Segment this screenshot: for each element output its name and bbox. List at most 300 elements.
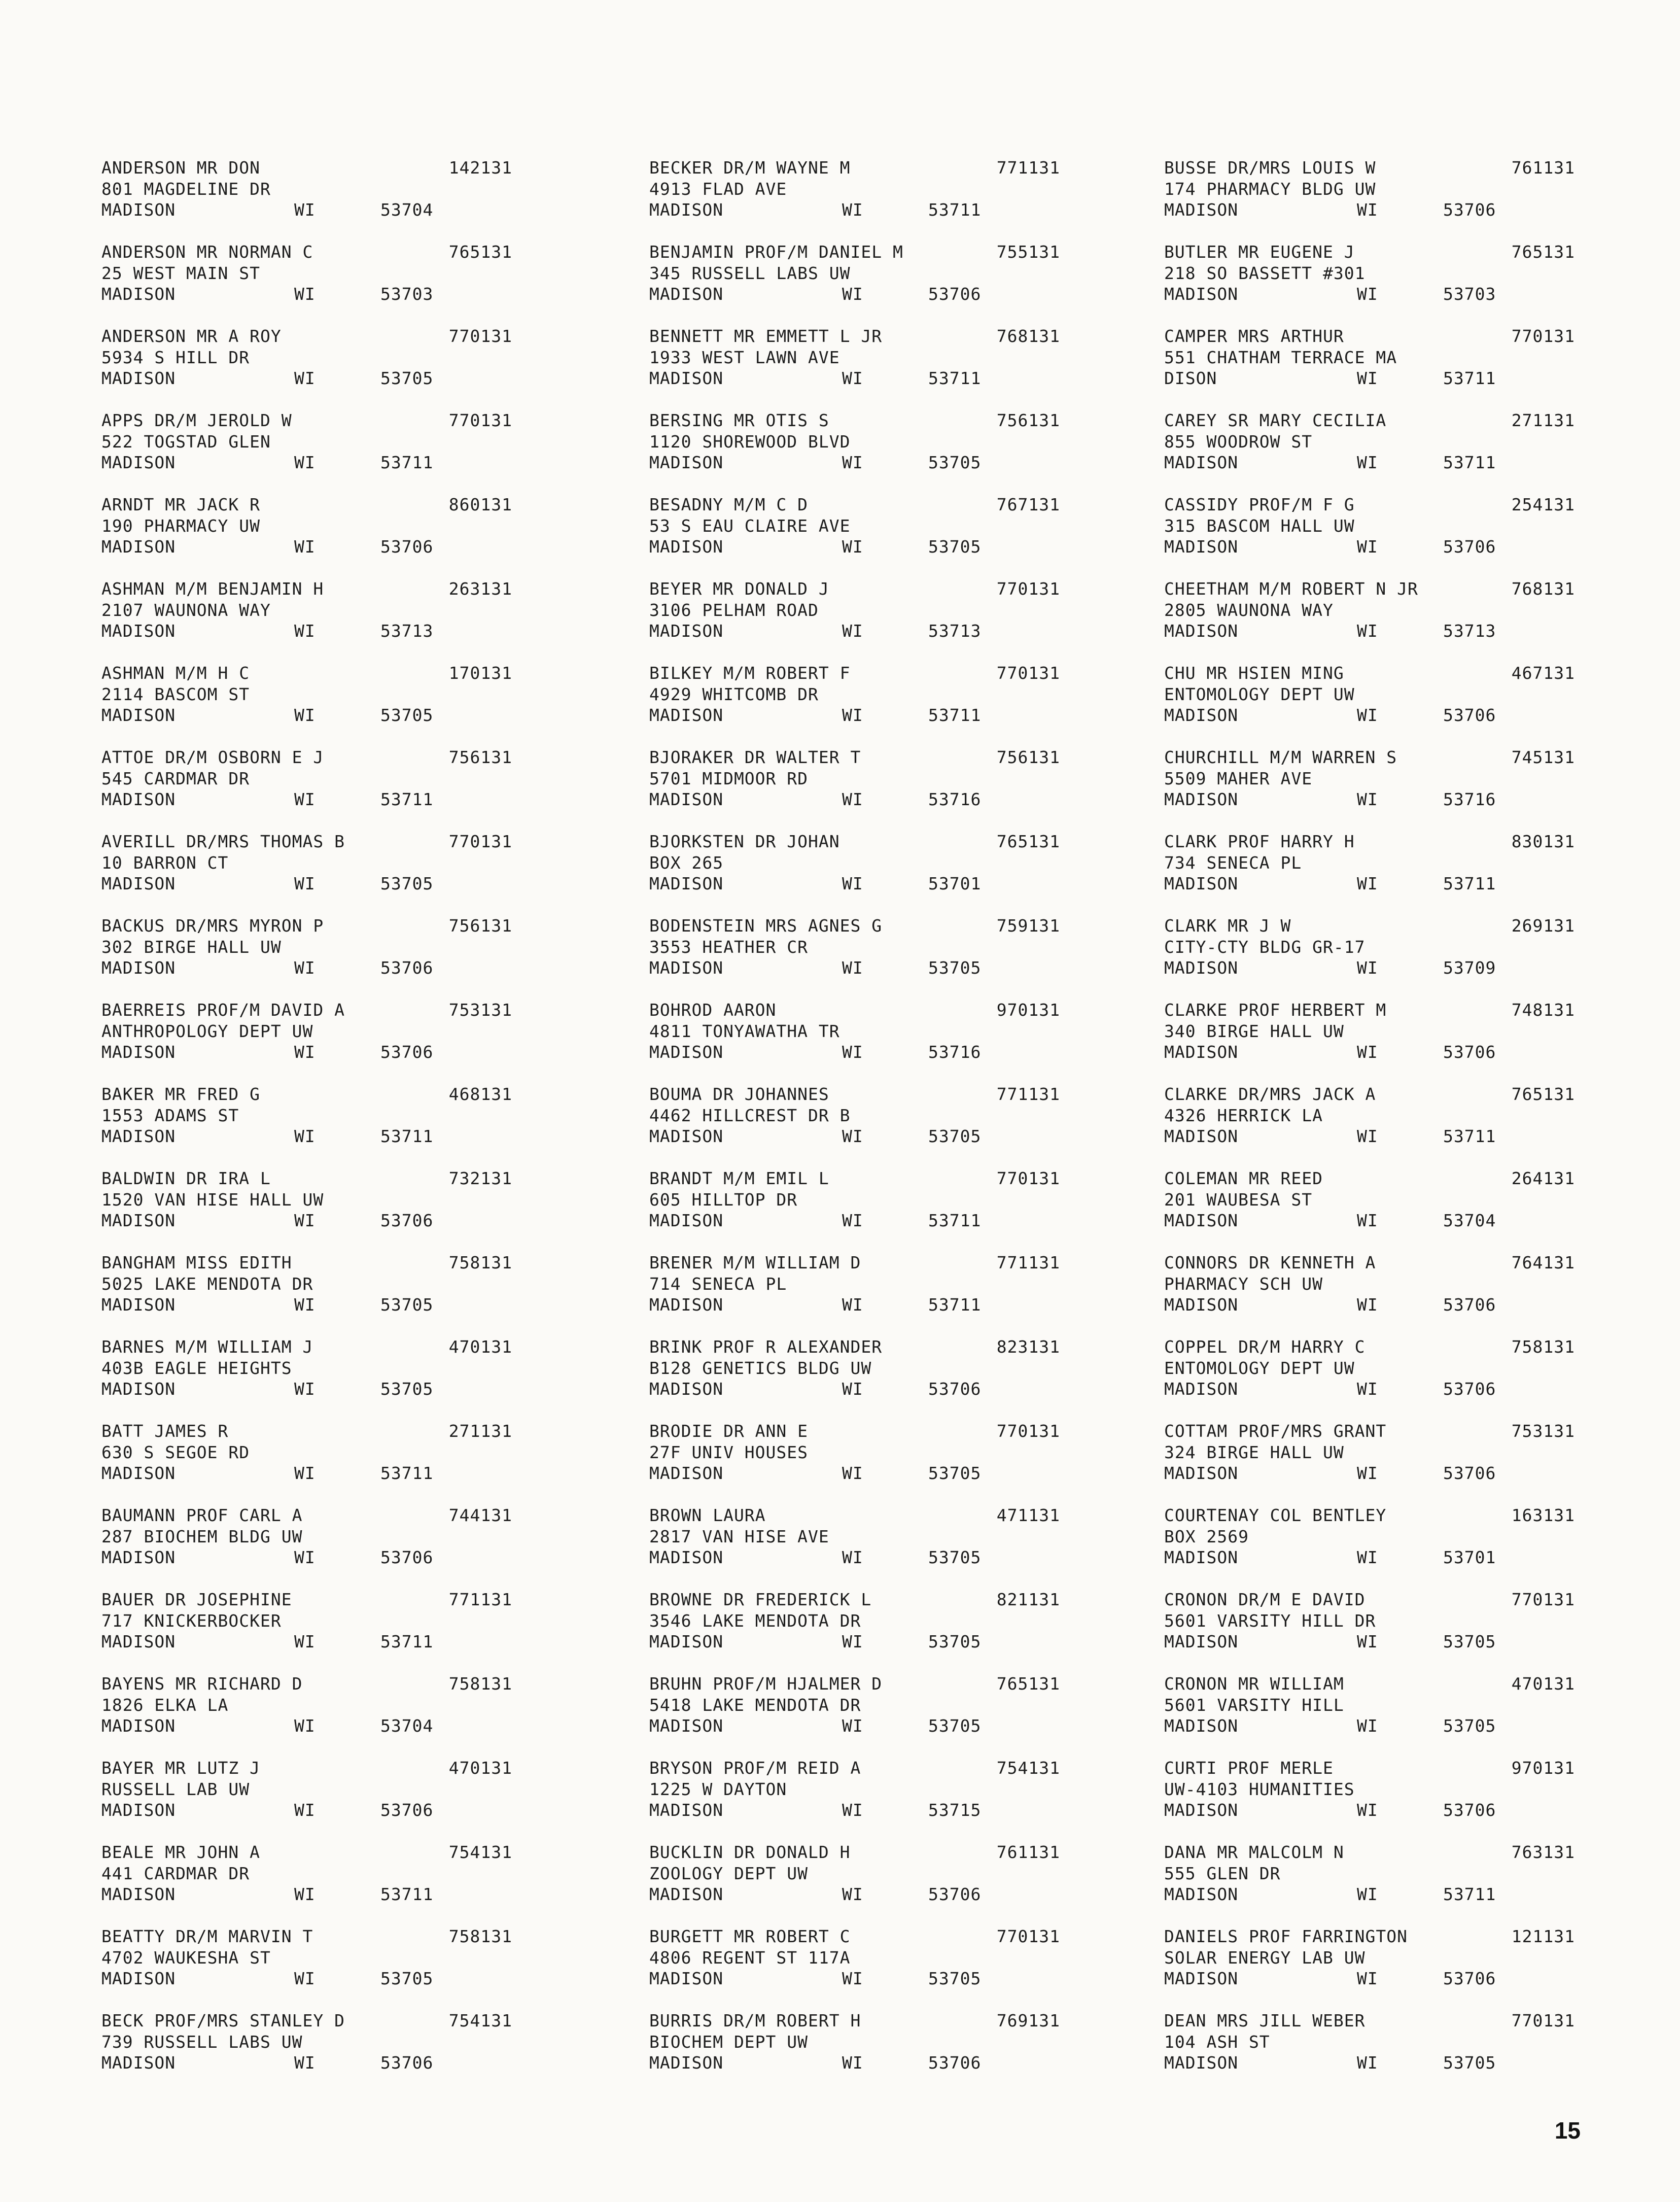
entry-code: 764131	[1511, 1253, 1575, 1272]
entry-zip: 53705	[928, 537, 982, 557]
entry-city: MADISON	[649, 1800, 724, 1820]
entry-street: 25 WEST MAIN ST	[101, 263, 261, 283]
entry-state: WI	[294, 1295, 316, 1315]
entry-name: BUCKLIN DR DONALD H	[649, 1842, 851, 1862]
entry-street: 315 BASCOM HALL UW	[1164, 515, 1355, 536]
entry-city: MADISON	[101, 453, 176, 472]
entry-state: WI	[294, 1800, 316, 1820]
entry-zip: 53705	[928, 1632, 982, 1652]
entry-street: 302 BIRGE HALL UW	[101, 937, 282, 957]
entry-zip: 53711	[380, 1126, 434, 1146]
entry-name: ANDERSON MR DON	[101, 158, 261, 178]
entry-zip: 53711	[1443, 1126, 1496, 1146]
entry-code: 758131	[448, 1926, 512, 1946]
entry-state: WI	[842, 1295, 863, 1315]
entry-code: 770131	[1511, 2011, 1575, 2031]
entry-city: MADISON	[101, 1126, 176, 1146]
entry-zip: 53706	[1443, 1295, 1496, 1315]
directory-entry	[101, 1505, 517, 1589]
directory-entry	[1164, 242, 1580, 326]
entry-name: CURTI PROF MERLE	[1164, 1758, 1334, 1778]
entry-name: BJORKSTEN DR JOHAN	[649, 832, 840, 851]
directory-entry	[1164, 1589, 1580, 1673]
entry-street: 5509 MAHER AVE	[1164, 768, 1313, 788]
entry-city: MADISON	[1164, 1126, 1239, 1146]
entry-state: WI	[842, 1632, 863, 1652]
entry-city: MADISON	[649, 453, 724, 472]
entry-zip: 53711	[928, 200, 982, 220]
entry-street: 5601 VARSITY HILL DR	[1164, 1610, 1376, 1631]
entry-street: 1933 WEST LAWN AVE	[649, 347, 840, 367]
directory-entry	[101, 1336, 517, 1421]
entry-street: ENTOMOLOGY DEPT UW	[1164, 1358, 1355, 1378]
entry-state: WI	[842, 453, 863, 472]
directory-entry	[649, 1000, 1065, 1084]
entry-name: CAREY SR MARY CECILIA	[1164, 410, 1387, 430]
entry-zip: 53711	[380, 1632, 434, 1652]
entry-street: 4702 WAUKESHA ST	[101, 1947, 271, 1968]
entry-code: 770131	[448, 410, 512, 430]
entry-name: BROWN LAURA	[649, 1505, 766, 1525]
entry-name: BESADNY M/M C D	[649, 495, 809, 514]
entry-city: MADISON	[649, 874, 724, 893]
entry-city: MADISON	[101, 789, 176, 809]
entry-state: WI	[294, 200, 316, 220]
entry-state: WI	[842, 2053, 863, 2073]
entry-name: BOUMA DR JOHANNES	[649, 1084, 829, 1104]
entry-city: MADISON	[649, 1547, 724, 1567]
directory-entry	[101, 1252, 517, 1336]
entry-name: BEALE MR JOHN A	[101, 1842, 261, 1862]
column-1	[101, 157, 517, 2094]
entry-street: BOX 265	[649, 852, 724, 873]
entry-name: BANGHAM MISS EDITH	[101, 1253, 292, 1272]
entry-state: WI	[842, 1884, 863, 1904]
entry-code: 860131	[448, 495, 512, 514]
entry-name: ANDERSON MR A ROY	[101, 326, 282, 346]
entry-code: 468131	[448, 1084, 512, 1104]
entry-name: ANDERSON MR NORMAN C	[101, 242, 313, 262]
entry-state: WI	[1357, 284, 1378, 304]
entry-state: WI	[1357, 1379, 1378, 1399]
entry-city: MADISON	[1164, 1211, 1239, 1230]
entry-code: 264131	[1511, 1168, 1575, 1188]
entry-city: MADISON	[1164, 200, 1239, 220]
entry-city: MADISON	[649, 2053, 724, 2073]
entry-code: 753131	[1511, 1421, 1575, 1441]
entry-code: 732131	[448, 1168, 512, 1188]
directory-entry	[649, 1505, 1065, 1589]
entry-zip: 53705	[380, 1379, 434, 1399]
entry-name: DANIELS PROF FARRINGTON	[1164, 1926, 1408, 1946]
directory-entry	[649, 1589, 1065, 1673]
entry-street: 4462 HILLCREST DR B	[649, 1105, 851, 1125]
entry-zip: 53706	[1443, 537, 1496, 557]
entry-name: BILKEY M/M ROBERT F	[649, 663, 851, 683]
entry-street: 53 S EAU CLAIRE AVE	[649, 515, 851, 536]
entry-name: CHEETHAM M/M ROBERT N JR	[1164, 579, 1418, 599]
entry-street: 104 ASH ST	[1164, 2032, 1270, 2052]
entry-name: COLEMAN MR REED	[1164, 1168, 1323, 1188]
entry-state: WI	[294, 2053, 316, 2073]
entry-city: MADISON	[101, 705, 176, 725]
entry-zip: 53706	[1443, 200, 1496, 220]
entry-code: 769131	[996, 2011, 1060, 2031]
entry-city: DISON	[1164, 368, 1217, 388]
entry-street: 3106 PELHAM ROAD	[649, 600, 819, 620]
entry-state: WI	[294, 705, 316, 725]
entry-zip: 53711	[928, 368, 982, 388]
directory-entry	[649, 1336, 1065, 1421]
entry-state: WI	[294, 368, 316, 388]
entry-code: 759131	[996, 916, 1060, 936]
entry-state: WI	[294, 284, 316, 304]
entry-state: WI	[842, 1547, 863, 1567]
entry-state: WI	[1357, 2053, 1378, 2073]
entry-zip: 53711	[1443, 368, 1496, 388]
entry-code: 467131	[1511, 663, 1575, 683]
directory-entry	[649, 326, 1065, 410]
entry-zip: 53716	[928, 1042, 982, 1062]
entry-state: WI	[1357, 1632, 1378, 1652]
entry-state: WI	[294, 789, 316, 809]
entry-state: WI	[294, 1716, 316, 1736]
entry-street: ANTHROPOLOGY DEPT UW	[101, 1021, 313, 1041]
directory-entry	[649, 1421, 1065, 1505]
entry-state: WI	[1357, 1547, 1378, 1567]
entry-code: 758131	[448, 1674, 512, 1694]
entry-city: MADISON	[649, 621, 724, 641]
directory-entry	[1164, 1842, 1580, 1926]
entry-name: DEAN MRS JILL WEBER	[1164, 2011, 1366, 2031]
entry-name: APPS DR/M JEROLD W	[101, 410, 292, 430]
entry-city: MADISON	[649, 1295, 724, 1315]
entry-state: WI	[1357, 1463, 1378, 1483]
entry-state: WI	[842, 537, 863, 557]
entry-name: BAYENS MR RICHARD D	[101, 1674, 303, 1694]
directory-entry	[101, 1842, 517, 1926]
entry-name: BACKUS DR/MRS MYRON P	[101, 916, 324, 936]
entry-state: WI	[842, 200, 863, 220]
entry-name: BAKER MR FRED G	[101, 1084, 261, 1104]
directory-entry	[101, 1421, 517, 1505]
entry-code: 771131	[996, 1253, 1060, 1272]
entry-code: 970131	[1511, 1758, 1575, 1778]
entry-name: BENNETT MR EMMETT L JR	[649, 326, 883, 346]
entry-city: MADISON	[101, 1969, 176, 1988]
entry-street: 403B EAGLE HEIGHTS	[101, 1358, 292, 1378]
directory-entry	[1164, 1000, 1580, 1084]
entry-zip: 53711	[928, 1211, 982, 1230]
entry-code: 767131	[996, 495, 1060, 514]
entry-street: 734 SENECA PL	[1164, 852, 1302, 873]
entry-state: WI	[294, 1463, 316, 1483]
entry-code: 754131	[448, 1842, 512, 1862]
entry-city: MADISON	[101, 368, 176, 388]
entry-city: MADISON	[101, 1800, 176, 1820]
directory-entry	[1164, 915, 1580, 1000]
entry-street: 4811 TONYAWATHA TR	[649, 1021, 840, 1041]
entry-code: 763131	[1511, 1842, 1575, 1862]
entry-street: B128 GENETICS BLDG UW	[649, 1358, 872, 1378]
entry-city: MADISON	[1164, 1547, 1239, 1567]
entry-city: MADISON	[1164, 621, 1239, 641]
column-3	[1164, 157, 1580, 2094]
entry-city: MADISON	[101, 1211, 176, 1230]
directory-entry	[1164, 1926, 1580, 2010]
entry-code: 770131	[996, 1926, 1060, 1946]
entry-city: MADISON	[101, 1379, 176, 1399]
entry-zip: 53713	[380, 621, 434, 641]
entry-city: MADISON	[1164, 1884, 1239, 1904]
entry-street: SOLAR ENERGY LAB UW	[1164, 1947, 1366, 1968]
directory-entry	[101, 831, 517, 915]
entry-street: 4806 REGENT ST 117A	[649, 1947, 851, 1968]
entry-name: BRANDT M/M EMIL L	[649, 1168, 829, 1188]
entry-state: WI	[842, 1463, 863, 1483]
entry-zip: 53706	[380, 2053, 434, 2073]
entry-state: WI	[842, 958, 863, 978]
entry-zip: 53711	[1443, 874, 1496, 893]
entry-state: WI	[1357, 705, 1378, 725]
entry-city: MADISON	[101, 284, 176, 304]
entry-street: 10 BARRON CT	[101, 852, 229, 873]
entry-zip: 53706	[1443, 1969, 1496, 1988]
directory-entry	[1164, 2010, 1580, 2094]
entry-street: 27F UNIV HOUSES	[649, 1442, 809, 1462]
entry-name: BECKER DR/M WAYNE M	[649, 158, 851, 178]
entry-street: 190 PHARMACY UW	[101, 515, 261, 536]
entry-code: 756131	[996, 747, 1060, 767]
entry-code: 771131	[996, 158, 1060, 178]
entry-name: BURGETT MR ROBERT C	[649, 1926, 851, 1946]
entry-zip: 53701	[928, 874, 982, 893]
entry-state: WI	[294, 1969, 316, 1988]
entry-city: MADISON	[101, 958, 176, 978]
entry-state: WI	[842, 1211, 863, 1230]
entry-city: MADISON	[1164, 1379, 1239, 1399]
entry-state: WI	[1357, 453, 1378, 472]
entry-street: 2817 VAN HISE AVE	[649, 1526, 829, 1546]
entry-name: AVERILL DR/MRS THOMAS B	[101, 832, 345, 851]
entry-street: 605 HILLTOP DR	[649, 1189, 798, 1210]
entry-name: CONNORS DR KENNETH A	[1164, 1253, 1376, 1272]
entry-city: MADISON	[649, 537, 724, 557]
entry-city: MADISON	[1164, 1969, 1239, 1988]
entry-zip: 53706	[1443, 1800, 1496, 1820]
entry-name: BRINK PROF R ALEXANDER	[649, 1337, 883, 1357]
entry-name: CHURCHILL M/M WARREN S	[1164, 747, 1397, 767]
entry-street: 345 RUSSELL LABS UW	[649, 263, 851, 283]
entry-zip: 53705	[380, 1295, 434, 1315]
directory-entry	[649, 1252, 1065, 1336]
entry-zip: 53716	[928, 789, 982, 809]
entry-state: WI	[842, 1379, 863, 1399]
entry-name: BALDWIN DR IRA L	[101, 1168, 271, 1188]
entry-zip: 53713	[1443, 621, 1496, 641]
entry-street: BOX 2569	[1164, 1526, 1249, 1546]
entry-city: MADISON	[1164, 1800, 1239, 1820]
entry-state: WI	[842, 1126, 863, 1146]
entry-city: MADISON	[649, 1463, 724, 1483]
entry-code: 770131	[448, 832, 512, 851]
entry-zip: 53711	[928, 1295, 982, 1315]
entry-street: 5701 MIDMOOR RD	[649, 768, 809, 788]
entry-city: MADISON	[101, 621, 176, 641]
entry-street: 1120 SHOREWOOD BLVD	[649, 431, 851, 452]
entry-city: MADISON	[649, 1379, 724, 1399]
entry-code: 770131	[996, 663, 1060, 683]
directory-entry	[1164, 1336, 1580, 1421]
entry-code: 770131	[448, 326, 512, 346]
entry-code: 770131	[1511, 1590, 1575, 1609]
entry-zip: 53703	[1443, 284, 1496, 304]
entry-state: WI	[842, 1969, 863, 1988]
entry-state: WI	[842, 621, 863, 641]
entry-state: WI	[842, 368, 863, 388]
entry-code: 761131	[1511, 158, 1575, 178]
entry-code: 754131	[996, 1758, 1060, 1778]
entry-code: 765131	[1511, 1084, 1575, 1104]
entry-city: MADISON	[101, 1632, 176, 1652]
entry-name: ASHMAN M/M BENJAMIN H	[101, 579, 324, 599]
entry-street: 324 BIRGE HALL UW	[1164, 1442, 1344, 1462]
entry-name: BRUHN PROF/M HJALMER D	[649, 1674, 883, 1694]
directory-entry	[1164, 1421, 1580, 1505]
entry-code: 765131	[1511, 242, 1575, 262]
entry-city: MADISON	[649, 958, 724, 978]
entry-street: 3553 HEATHER CR	[649, 937, 809, 957]
entry-state: WI	[294, 537, 316, 557]
entry-name: CHU MR HSIEN MING	[1164, 663, 1344, 683]
directory-entry	[101, 1758, 517, 1842]
entry-city: MADISON	[1164, 1632, 1239, 1652]
entry-street: 1553 ADAMS ST	[101, 1105, 239, 1125]
directory-entry	[101, 578, 517, 663]
entry-state: WI	[1357, 1800, 1378, 1820]
entry-city: MADISON	[649, 705, 724, 725]
directory-entry	[1164, 1505, 1580, 1589]
entry-state: WI	[1357, 537, 1378, 557]
entry-code: 271131	[1511, 410, 1575, 430]
entry-name: BAYER MR LUTZ J	[101, 1758, 261, 1778]
entry-code: 771131	[448, 1590, 512, 1609]
entry-city: MADISON	[1164, 789, 1239, 809]
entry-name: BODENSTEIN MRS AGNES G	[649, 916, 883, 936]
entry-name: BARNES M/M WILLIAM J	[101, 1337, 313, 1357]
directory-entry	[649, 1673, 1065, 1758]
entry-code: 748131	[1511, 1000, 1575, 1020]
directory-entry	[649, 157, 1065, 242]
entry-city: MADISON	[101, 1547, 176, 1567]
directory-entry	[649, 747, 1065, 831]
entry-city: MADISON	[1164, 537, 1239, 557]
entry-zip: 53705	[1443, 1716, 1496, 1736]
entry-state: WI	[1357, 1126, 1378, 1146]
entry-name: CASSIDY PROF/M F G	[1164, 495, 1355, 514]
entry-zip: 53705	[380, 874, 434, 893]
entry-zip: 53705	[380, 1969, 434, 1988]
directory-entry	[649, 831, 1065, 915]
entry-state: WI	[294, 1126, 316, 1146]
entry-zip: 53711	[380, 1884, 434, 1904]
entry-city: MADISON	[649, 1632, 724, 1652]
entry-street: CITY-CTY BLDG GR-17	[1164, 937, 1366, 957]
entry-zip: 53705	[928, 958, 982, 978]
entry-name: BJORAKER DR WALTER T	[649, 747, 861, 767]
entry-street: 855 WOODROW ST	[1164, 431, 1313, 452]
directory-entry	[649, 915, 1065, 1000]
entry-state: WI	[294, 621, 316, 641]
directory-entry	[101, 242, 517, 326]
entry-zip: 53706	[928, 1884, 982, 1904]
entry-name: COTTAM PROF/MRS GRANT	[1164, 1421, 1387, 1441]
entry-street: PHARMACY SCH UW	[1164, 1274, 1323, 1294]
entry-zip: 53709	[1443, 958, 1496, 978]
entry-city: MADISON	[101, 1042, 176, 1062]
entry-name: BUSSE DR/MRS LOUIS W	[1164, 158, 1376, 178]
entry-name: CLARK MR J W	[1164, 916, 1291, 936]
entry-street: 5601 VARSITY HILL	[1164, 1695, 1344, 1715]
entry-state: WI	[1357, 1969, 1378, 1988]
entry-code: 121131	[1511, 1926, 1575, 1946]
entry-zip: 53706	[1443, 1042, 1496, 1062]
entry-street: 551 CHATHAM TERRACE MA	[1164, 347, 1397, 367]
entry-name: CLARKE DR/MRS JACK A	[1164, 1084, 1376, 1104]
entry-name: BENJAMIN PROF/M DANIEL M	[649, 242, 903, 262]
directory-entry	[649, 410, 1065, 494]
entry-street: 4929 WHITCOMB DR	[649, 684, 819, 704]
entry-state: WI	[294, 1379, 316, 1399]
directory-entry	[101, 410, 517, 494]
entry-city: MADISON	[649, 200, 724, 220]
entry-code: 768131	[996, 326, 1060, 346]
entry-state: WI	[842, 1716, 863, 1736]
entry-state: WI	[1357, 1884, 1378, 1904]
entry-zip: 53706	[928, 284, 982, 304]
directory-entry	[1164, 578, 1580, 663]
entry-code: 768131	[1511, 579, 1575, 599]
entry-state: WI	[1357, 1295, 1378, 1315]
entry-street: 801 MAGDELINE DR	[101, 179, 271, 199]
directory-entry	[101, 494, 517, 578]
entry-street: UW-4103 HUMANITIES	[1164, 1779, 1355, 1799]
entry-city: MADISON	[1164, 284, 1239, 304]
directory-entry	[101, 157, 517, 242]
entry-zip: 53705	[1443, 1632, 1496, 1652]
entry-street: 5934 S HILL DR	[101, 347, 250, 367]
entry-zip: 53706	[380, 1042, 434, 1062]
entry-code: 753131	[448, 1000, 512, 1020]
entry-street: 2805 WAUNONA WAY	[1164, 600, 1334, 620]
entry-code: 470131	[1511, 1674, 1575, 1694]
directory-entry	[649, 1084, 1065, 1168]
entry-zip: 53711	[1443, 1884, 1496, 1904]
entry-state: WI	[294, 1632, 316, 1652]
entry-zip: 53703	[380, 284, 434, 304]
page-number: 15	[1554, 2117, 1581, 2144]
entry-name: CLARKE PROF HERBERT M	[1164, 1000, 1387, 1020]
entry-code: 770131	[1511, 326, 1575, 346]
entry-street: 4913 FLAD AVE	[649, 179, 787, 199]
entry-zip: 53706	[380, 1800, 434, 1820]
entry-street: 4326 HERRICK LA	[1164, 1105, 1323, 1125]
entry-code: 744131	[448, 1505, 512, 1525]
directory-entry	[649, 1842, 1065, 1926]
entry-name: ATTOE DR/M OSBORN E J	[101, 747, 324, 767]
entry-name: ASHMAN M/M H C	[101, 663, 250, 683]
directory-entry	[101, 1084, 517, 1168]
